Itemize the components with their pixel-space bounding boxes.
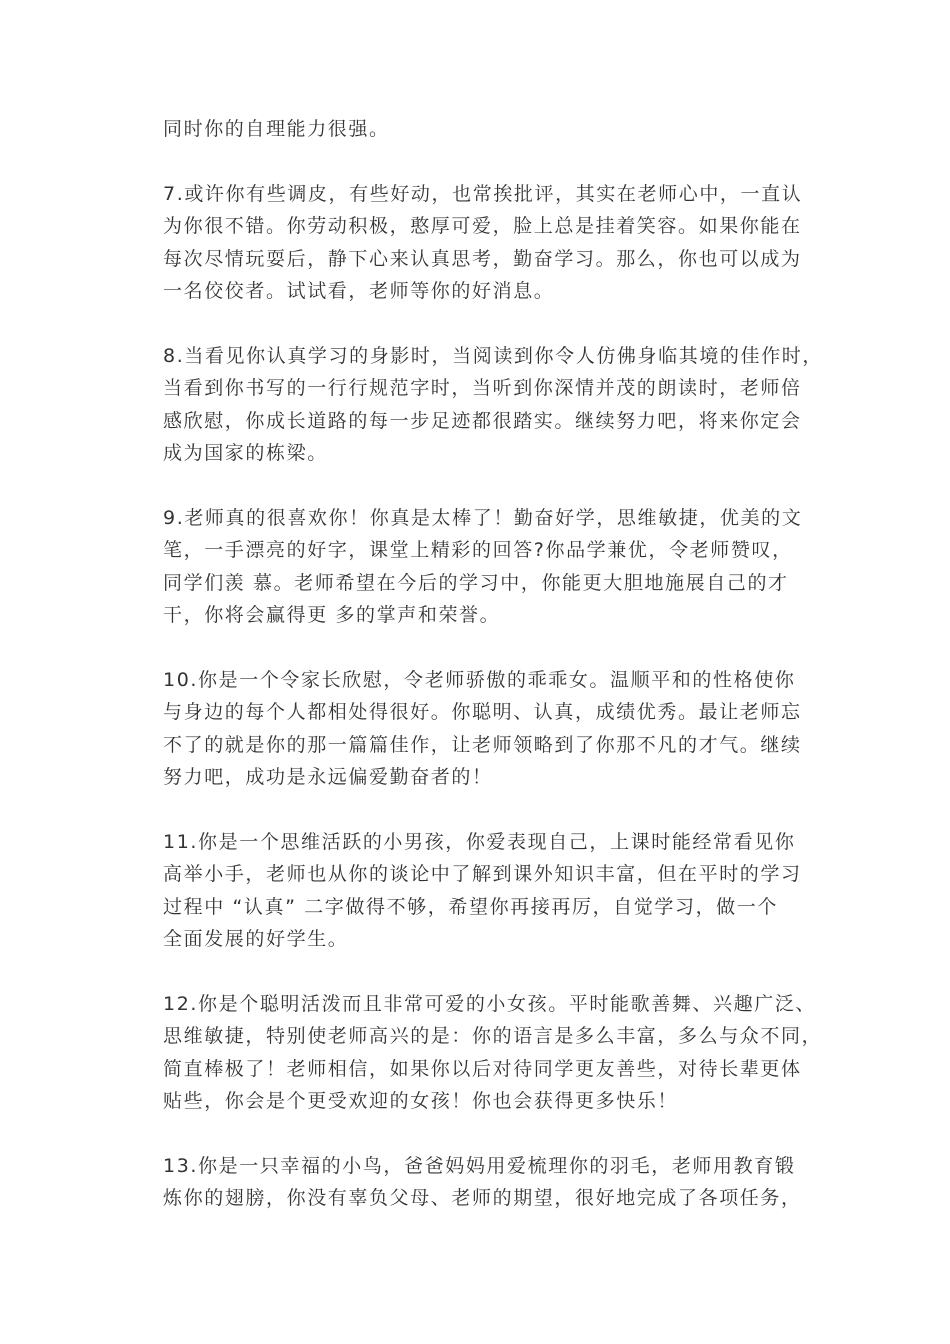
text-line: 13.你是一只幸福的小鸟，爸爸妈妈用爱梳理你的羽毛，老师用教育锻 [163, 1154, 796, 1177]
paragraph [163, 340, 823, 470]
paragraph [163, 826, 813, 956]
paragraph [163, 664, 813, 794]
text-line: 当看到你书写的一行行规范字时，当听到你深情并茂的朗读时，老师倍 [163, 377, 802, 399]
paragraph [163, 502, 813, 632]
text-line: 9.老师真的很喜欢你！你真是太棒了！勤奋好学，思维敏捷，优美的文 [163, 506, 803, 529]
text-line: 同学们羡 慕。老师希望在今后的学习中，你能更大胆地施展自己的才 [163, 571, 789, 594]
text-line: 过程中 “认真” 二字做得不够，希望你再接再厉，自觉学习，做一个 [163, 895, 778, 918]
text-line: 8.当看见你认真学习的身影时，当阅读到你令人仿佛身临其境的佳作时， [163, 344, 823, 367]
text-line: 不了的就是你的那一篇篇佳作，让老师领略到了你那不凡的才气。继续 [163, 733, 802, 756]
text-line: 感欣慰，你成长道路的每一步足迹都很踏实。继续努力吧，将来你定会 [163, 409, 802, 432]
text-line: 成为国家的栋梁。 [163, 442, 328, 464]
text-line: 思维敏捷，特别使老师高兴的是：你的语言是多么丰富，多么与众不同， [163, 1025, 823, 1047]
text-line: 与身边的每个人都相处得很好。你聪明、认真，成绩优秀。最让老师忘 [163, 701, 802, 723]
text-line: 简直棒极了！老师相信，如果你以后对待同学更友善些，对待长辈更体 [163, 1057, 802, 1080]
text-line: 10.你是一个令家长欣慰，令老师骄傲的乖乖女。温顺平和的性格使你 [163, 668, 796, 691]
text-line: 同时你的自理能力很强。 [163, 118, 390, 140]
text-line: 12.你是个聪明活泼而且非常可爱的小女孩。平时能歌善舞、兴趣广泛、 [163, 992, 817, 1015]
text-line: 笔，一手漂亮的好字，课堂上精彩的回答?你品学兼优，令老师赞叹， [163, 539, 793, 561]
text-line: 11.你是一个思维活跃的小男孩，你爱表现自己，上课时能经常看见你 [163, 830, 796, 853]
text-line: 高举小手，老师也从你的谈论中了解到课外知识丰富，但在平时的学习 [163, 863, 802, 885]
document-page [163, 113, 823, 1247]
paragraph [163, 988, 823, 1118]
text-line: 炼你的翅膀，你没有辜负父母、老师的期望，很好地完成了各项任务， [163, 1187, 802, 1209]
text-line: 全面发展的好学生。 [163, 928, 349, 950]
text-line: 干，你将会赢得更 多的掌声和荣誉。 [163, 604, 501, 626]
text-line: 努力吧，成功是永远偏爱勤奋者的！ [163, 766, 493, 788]
paragraph [163, 1150, 813, 1215]
paragraph [163, 113, 813, 146]
paragraph [163, 178, 813, 308]
text-line: 7.或许你有些调皮，有些好动，也常挨批评，其实在老师心中，一直认 [163, 182, 803, 205]
text-line: 贴些，你会是个更受欢迎的女孩！你也会获得更多快乐！ [163, 1090, 679, 1112]
text-line: 为你很不错。你劳动积极，憨厚可爱，脸上总是挂着笑容。如果你能在 [163, 215, 802, 237]
text-line: 每次尽情玩耍后，静下心来认真思考，勤奋学习。那么，你也可以成为 [163, 247, 802, 270]
text-line: 一名佼佼者。试试看，老师等你的好消息。 [163, 280, 555, 302]
